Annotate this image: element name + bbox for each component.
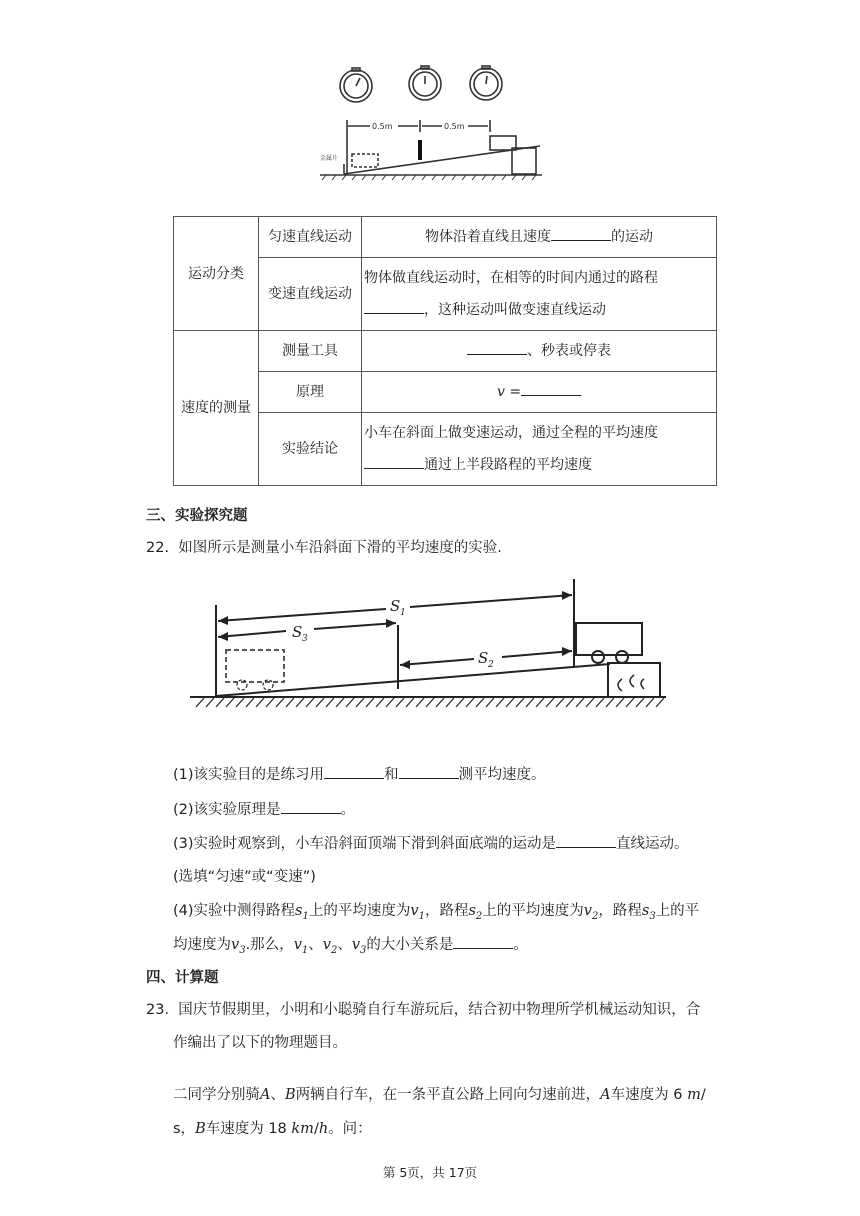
category-motion: 运动分类 [174,217,259,331]
label-s2: S [478,649,489,667]
uniform-motion-desc: 物体沿着直线且速度 的运动 [362,217,717,258]
question-22-stem: 22. 如图所示是测量小车沿斜面下滑的平均速度的实验. [146,540,502,556]
variable-motion-label: 变速直线运动 [259,258,362,331]
q22-part-4-line1: (4)实验中测得路程$s_1$上的平均速度为$v_1$，路程$s_2$上的平均速度为$v_2$，路程$s_3$上的平 [173,903,700,922]
conclusion-desc: 小车在斜面上做变速运动，通过全程的平均速度 通过上半段路程的平均速度 [362,413,717,486]
page-footer: 第 5页，共 17页 [382,1165,478,1180]
question-23-stem-cont: 作编出了以下的物理题目。 [173,1035,347,1051]
q22-part-3-hint: (选填“匀速”或“变速”) [173,869,316,885]
label-s2-sub: 2 [488,660,494,670]
conclusion-label: 实验结论 [259,413,362,486]
figure-small-label: 金属片 [320,155,339,162]
q22-part-3: (3)实验时观察到，小车沿斜面顶端下滑到斜面底端的运动是 直线运动。 [173,836,689,852]
principle-desc: v = [362,372,717,413]
section-3-heading: 三、实验探究题 [146,508,248,524]
q22-part-2: (2)该实验原理是 。 [173,802,356,818]
question-23-stem: 23. 国庆节假期里，小明和小聪骑自行车游玩后，结合初中物理所学机械运动知识，合 [146,1002,701,1018]
label-s3-sub: 3 [302,634,308,644]
figure-label-left: 0.5m [372,122,393,131]
variable-motion-desc: 物体做直线运动时，在相等的时间内通过的路程 ，这种运动叫做变速直线运动 [362,258,717,331]
tool-label: 测量工具 [259,331,362,372]
section-4-heading: 四、计算题 [146,970,219,986]
label-s1: S [390,597,401,615]
label-s3: S [292,623,303,641]
q22-part-4-line2: 均速度为$v_3$.那么，$v_1$、$v_2$、$v_3$的大小关系是 。 [173,937,528,956]
label-s1-sub: 1 [400,608,406,618]
incline-cart-figure [190,575,666,715]
stopwatch-incline-figure [312,62,544,182]
tool-desc: 、秒表或停表 [362,331,717,372]
principle-label: 原理 [259,372,362,413]
question-23-body-line2: s，B车速度为 18 km/h。问： [173,1121,372,1137]
category-speed-measure: 速度的测量 [174,331,259,486]
question-23-body-line1: 二同学分别骑A、B两辆自行车，在一条平直公路上同向匀速前进，A车速度为 6 m/ [173,1087,706,1103]
knowledge-table [173,216,717,486]
uniform-motion-label: 匀速直线运动 [259,217,362,258]
figure-label-right: 0.5m [444,122,465,131]
q22-part-1: (1)该实验目的是练习用 和 测平均速度。 [173,767,546,783]
